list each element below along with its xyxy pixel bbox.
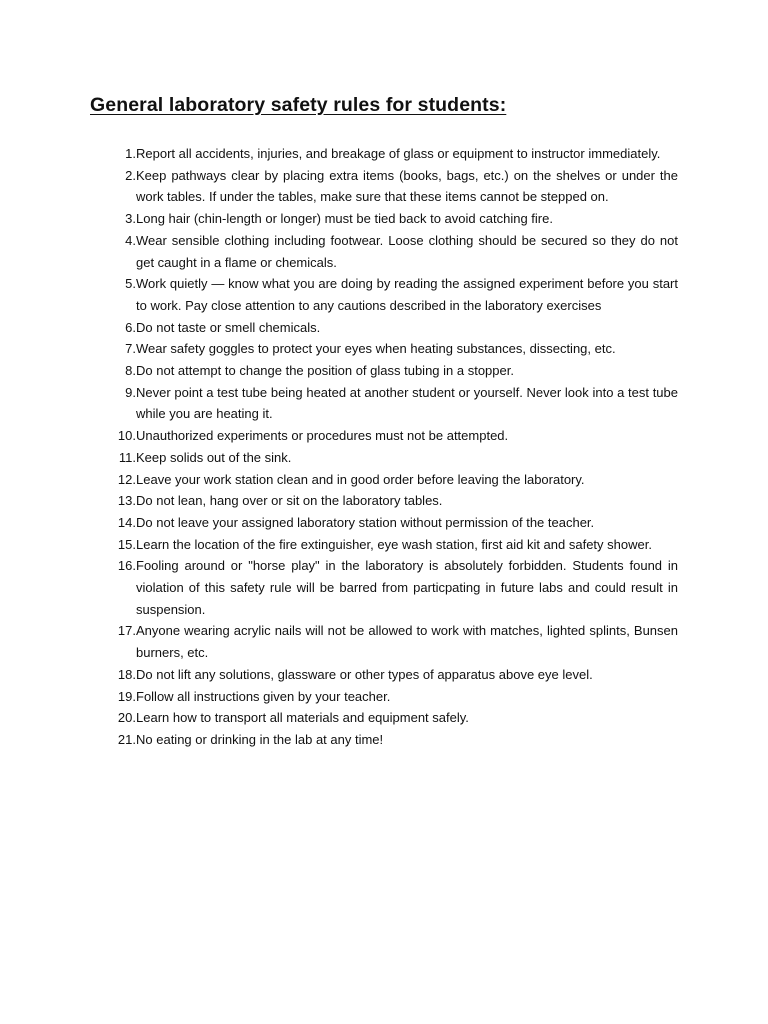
list-item-text: Learn how to transport all materials and equipment safely. bbox=[136, 710, 469, 726]
list-item-number: 2. bbox=[125, 167, 136, 183]
list-item bbox=[100, 338, 678, 360]
list-item bbox=[100, 555, 678, 620]
list-item bbox=[100, 729, 678, 751]
list-item-text: Do not lift any solutions, glassware or other types of apparatus above eye level. bbox=[136, 666, 593, 682]
list-item-text: Never point a test tube being heated at another student or yourself. Never look into a test tube while you are heating it. bbox=[136, 384, 678, 422]
rules-list bbox=[100, 143, 678, 751]
list-item-number: 4. bbox=[125, 232, 136, 248]
list-item-number: 18. bbox=[117, 666, 136, 682]
list-item bbox=[100, 360, 678, 382]
list-item-text: Report all accidents, injuries, and breakage of glass or equipment to instructor immediately. bbox=[136, 146, 661, 161]
list-item bbox=[100, 447, 678, 469]
list-item-text: Work quietly — know what you are doing by reading the assigned experiment before you start to work. Pay close attention to any cautions described in the laboratory exercises bbox=[136, 276, 678, 313]
list-item-number: 8. bbox=[125, 363, 136, 379]
list-item bbox=[100, 620, 678, 663]
list-item-number: 6. bbox=[125, 319, 136, 335]
list-item-number: 7. bbox=[125, 341, 136, 357]
list-item-number: 17. bbox=[117, 623, 136, 639]
list-item-number: 20. bbox=[117, 710, 136, 726]
list-item-text: Do not lean, hang over or sit on the laboratory tables. bbox=[136, 493, 443, 509]
list-item bbox=[100, 686, 678, 708]
list-item bbox=[100, 664, 678, 686]
list-item-number: 11. bbox=[118, 449, 136, 465]
list-item bbox=[100, 143, 678, 165]
list-item-text: Wear safety goggles to protect your eyes when heating substances, dissecting, etc. bbox=[136, 341, 616, 357]
list-item-text: Follow all instructions given by your teacher. bbox=[136, 688, 391, 704]
list-item bbox=[100, 230, 678, 273]
list-item-text: Keep solids out of the sink. bbox=[136, 449, 292, 465]
page-title: General laboratory safety rules for students: bbox=[90, 94, 507, 116]
list-item-text: Do not attempt to change the position of glass tubing in a stopper. bbox=[136, 363, 514, 379]
list-item bbox=[100, 490, 678, 512]
list-item-text: Wear sensible clothing including footwear. Loose clothing should be secured so they do not get caught in a flame or chemicals. bbox=[136, 232, 678, 270]
list-item-number: 14. bbox=[117, 514, 136, 530]
list-item-number: 13. bbox=[117, 493, 136, 509]
list-item bbox=[100, 425, 678, 447]
list-item bbox=[100, 165, 678, 208]
list-item bbox=[100, 534, 678, 556]
list-item bbox=[100, 208, 678, 230]
list-item-number: 5. bbox=[125, 276, 136, 292]
list-item-text: Unauthorized experiments or procedures must not be attempted. bbox=[136, 428, 509, 444]
list-item-number: 1. bbox=[125, 146, 136, 161]
list-item-text: Learn the location of the fire extinguisher, eye wash station, first aid kit and safety shower. bbox=[136, 536, 652, 552]
list-item bbox=[100, 469, 678, 491]
list-item-text: Anyone wearing acrylic nails will not be allowed to work with matches, lighted splints, Bunsen burners, etc. bbox=[136, 623, 678, 661]
list-item-text: Fooling around or "horse play" in the laboratory is absolutely forbidden. Students found in violation of this safety rule will be barred from particpating in future labs and could result in suspension. bbox=[136, 558, 678, 617]
list-item-number: 9. bbox=[125, 384, 136, 400]
list-item-number: 10. bbox=[117, 428, 136, 444]
list-item bbox=[100, 707, 678, 729]
list-item bbox=[100, 317, 678, 339]
list-item-text: Keep pathways clear by placing extra items (books, bags, etc.) on the shelves or under the work tables. If under the tables, make sure that these items cannot be stepped on. bbox=[136, 167, 678, 205]
list-item-text: Leave your work station clean and in good order before leaving the laboratory. bbox=[136, 471, 585, 487]
list-item-text: Do not taste or smell chemicals. bbox=[136, 319, 321, 335]
list-item-text: Do not leave your assigned laboratory station without permission of the teacher. bbox=[136, 514, 595, 530]
list-item-number: 19. bbox=[117, 688, 136, 704]
list-item-number: 12. bbox=[117, 471, 136, 487]
list-item-text: Long hair (chin-length or longer) must be tied back to avoid catching fire. bbox=[136, 211, 553, 227]
list-item bbox=[100, 382, 678, 425]
list-item-number: 21. bbox=[117, 731, 136, 747]
list-item-number: 16. bbox=[117, 558, 136, 574]
list-item bbox=[100, 512, 678, 534]
list-item bbox=[100, 273, 678, 316]
list-item-number: 3. bbox=[125, 211, 136, 227]
list-item-number: 15. bbox=[117, 536, 136, 552]
list-item-text: No eating or drinking in the lab at any time! bbox=[136, 731, 384, 747]
